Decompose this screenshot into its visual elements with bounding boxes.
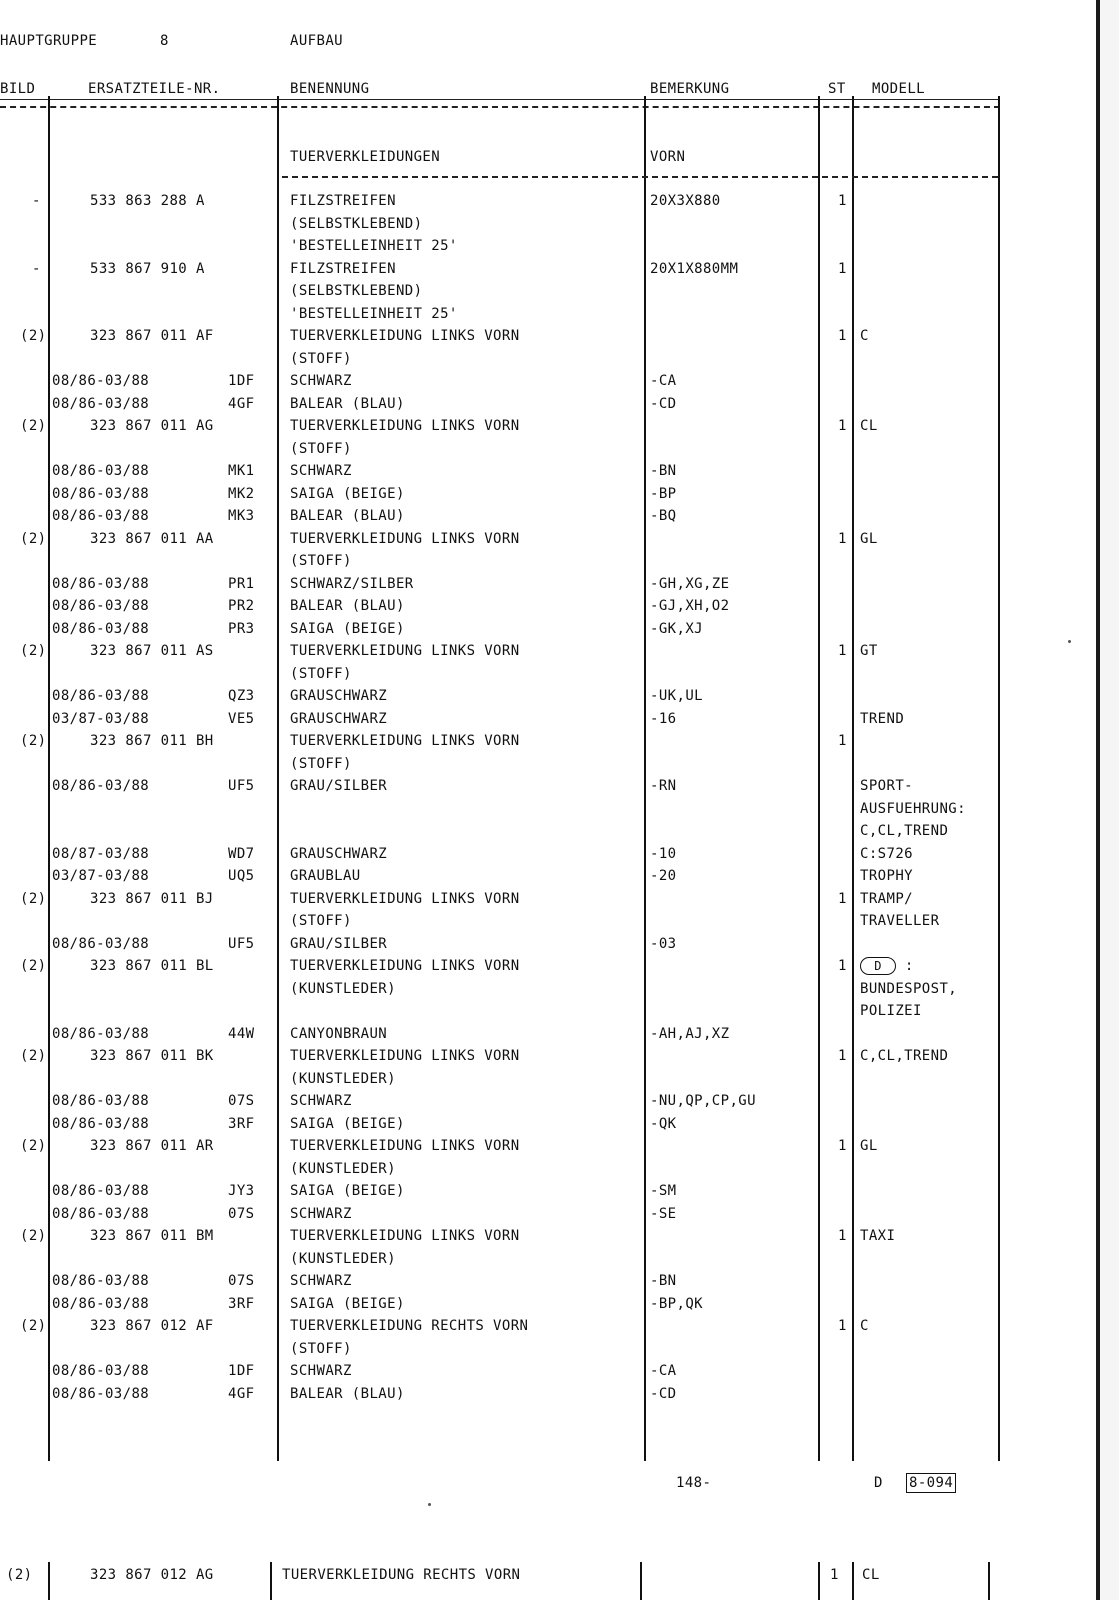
- section-remark: VORN: [650, 149, 686, 165]
- row-date-range: 08/86-03/88: [52, 1093, 150, 1109]
- row-remark: -BN: [650, 1273, 677, 1289]
- row-name: TUERVERKLEIDUNG LINKS VORN: [290, 328, 520, 344]
- row-name: TUERVERKLEIDUNG LINKS VORN: [290, 733, 520, 749]
- row-date-range: 08/86-03/88: [52, 1116, 150, 1132]
- row-name: (SELBSTKLEBEND): [290, 216, 423, 232]
- col-header-ersatzteil: ERSATZTEILE-NR.: [88, 81, 221, 97]
- row-date-range: 08/86-03/88: [52, 688, 150, 704]
- row-color-code: 3RF: [228, 1116, 255, 1132]
- row-name: TUERVERKLEIDUNG LINKS VORN: [290, 418, 520, 434]
- row-bild: -: [32, 261, 41, 277]
- row-name: TUERVERKLEIDUNG LINKS VORN: [290, 1048, 520, 1064]
- row-part-number: 323 867 011 AA: [90, 531, 214, 547]
- row-name: SAIGA (BEIGE): [290, 486, 405, 502]
- row-modell: C,CL,TREND: [860, 1048, 949, 1064]
- row-remark: -03: [650, 936, 677, 952]
- row-date-range: 08/86-03/88: [52, 576, 150, 592]
- row-qty: 1: [838, 531, 847, 547]
- row-remark: 20X1X880MM: [650, 261, 739, 277]
- row-date-range: 08/86-03/88: [52, 1386, 150, 1402]
- row-remark: -AH,AJ,XZ: [650, 1026, 730, 1042]
- row-date-range: 03/87-03/88: [52, 711, 150, 727]
- row-date-range: 08/86-03/88: [52, 598, 150, 614]
- row-color-code: 07S: [228, 1093, 255, 1109]
- row-date-range: 08/86-03/88: [52, 621, 150, 637]
- header-rule: [0, 99, 1000, 100]
- row-bild: (2): [20, 1228, 47, 1244]
- next-divider-name: [640, 1562, 642, 1600]
- next-divider-bild: [48, 1562, 50, 1600]
- next-divider-right: [988, 1562, 990, 1600]
- row-modell: POLIZEI: [860, 1003, 922, 1019]
- row-color-code: UF5: [228, 936, 255, 952]
- row-name: FILZSTREIFEN: [290, 261, 396, 277]
- row-color-code: 3RF: [228, 1296, 255, 1312]
- row-bild: (2): [20, 1048, 47, 1064]
- row-remark: -BP,QK: [650, 1296, 703, 1312]
- divider-right: [998, 96, 1000, 1461]
- row-remark: -CD: [650, 396, 677, 412]
- row-part-number: 323 867 011 AS: [90, 643, 214, 659]
- row-bild: (2): [20, 891, 47, 907]
- row-bild: (2): [20, 1138, 47, 1154]
- row-part-number: 323 867 012 AF: [90, 1318, 214, 1334]
- row-remark: -SE: [650, 1206, 677, 1222]
- row-bild: (2): [20, 1318, 47, 1334]
- divider-part: [277, 96, 279, 1461]
- row-modell: C,CL,TREND: [860, 823, 949, 839]
- next-row-name: TUERVERKLEIDUNG RECHTS VORN: [282, 1567, 521, 1583]
- row-remark: -GH,XG,ZE: [650, 576, 730, 592]
- row-part-number: 323 867 011 AR: [90, 1138, 214, 1154]
- row-qty: 1: [838, 328, 847, 344]
- row-name: TUERVERKLEIDUNG LINKS VORN: [290, 1228, 520, 1244]
- row-date-range: 08/86-03/88: [52, 508, 150, 524]
- row-part-number: 323 867 011 BM: [90, 1228, 214, 1244]
- row-remark: -10: [650, 846, 677, 862]
- section-title: TUERVERKLEIDUNGEN: [290, 149, 441, 165]
- page-number: 148-: [676, 1475, 712, 1491]
- row-bild: (2): [20, 958, 47, 974]
- row-qty: 1: [838, 261, 847, 277]
- row-qty: 1: [838, 1048, 847, 1064]
- row-name: (STOFF): [290, 351, 352, 367]
- row-name: SCHWARZ/SILBER: [290, 576, 414, 592]
- row-name: (STOFF): [290, 913, 352, 929]
- row-name: SAIGA (BEIGE): [290, 1116, 405, 1132]
- row-color-code: MK3: [228, 508, 255, 524]
- col-header-st: ST: [828, 81, 846, 97]
- row-name: SAIGA (BEIGE): [290, 1183, 405, 1199]
- scan-margin: [1100, 0, 1119, 1600]
- row-remark: -GK,XJ: [650, 621, 703, 637]
- divider-st: [852, 96, 854, 1461]
- row-date-range: 08/86-03/88: [52, 1273, 150, 1289]
- row-qty: 1: [838, 193, 847, 209]
- row-color-code: JY3: [228, 1183, 255, 1199]
- row-name: FILZSTREIFEN: [290, 193, 396, 209]
- row-remark: -RN: [650, 778, 677, 794]
- row-color-code: VE5: [228, 711, 255, 727]
- row-name: GRAU/SILBER: [290, 778, 388, 794]
- row-name: 'BESTELLEINHEIT 25': [290, 238, 458, 254]
- row-name: GRAUSCHWARZ: [290, 846, 388, 862]
- row-date-range: 08/86-03/88: [52, 1296, 150, 1312]
- row-name: (STOFF): [290, 666, 352, 682]
- row-modell: SPORT-: [860, 778, 913, 794]
- row-name: (KUNSTLEDER): [290, 1071, 396, 1087]
- next-row-part: 323 867 012 AG: [90, 1567, 214, 1583]
- col-header-bemerkung: BEMERKUNG: [650, 81, 730, 97]
- group-title: AUFBAU: [290, 33, 343, 49]
- row-modell: CL: [860, 418, 878, 434]
- row-name: TUERVERKLEIDUNG RECHTS VORN: [290, 1318, 529, 1334]
- row-date-range: 08/86-03/88: [52, 936, 150, 952]
- divider-remark: [818, 96, 820, 1461]
- row-modell: C:S726: [860, 846, 913, 862]
- col-header-modell: MODELL: [872, 81, 925, 97]
- row-qty: 1: [838, 891, 847, 907]
- row-name: BALEAR (BLAU): [290, 396, 405, 412]
- row-date-range: 08/86-03/88: [52, 486, 150, 502]
- next-divider-part: [270, 1562, 272, 1600]
- row-color-code: MK1: [228, 463, 255, 479]
- row-bild: -: [32, 193, 41, 209]
- row-remark: -NU,QP,CP,GU: [650, 1093, 756, 1109]
- col-header-bild: BILD: [0, 81, 36, 97]
- d-circle-badge: D: [860, 957, 896, 975]
- row-name: (STOFF): [290, 553, 352, 569]
- row-qty: 1: [838, 958, 847, 974]
- row-name: SCHWARZ: [290, 1093, 352, 1109]
- row-qty: 1: [838, 1228, 847, 1244]
- row-name: (KUNSTLEDER): [290, 981, 396, 997]
- row-name: GRAUSCHWARZ: [290, 688, 388, 704]
- row-part-number: 323 867 011 BL: [90, 958, 214, 974]
- row-name: SCHWARZ: [290, 373, 352, 389]
- page-prefix: D: [874, 1475, 883, 1491]
- row-modell: TAXI: [860, 1228, 896, 1244]
- row-name: BALEAR (BLAU): [290, 598, 405, 614]
- row-name: TUERVERKLEIDUNG LINKS VORN: [290, 1138, 520, 1154]
- row-qty: 1: [838, 1138, 847, 1154]
- divider-name: [644, 96, 646, 1461]
- row-name: SAIGA (BEIGE): [290, 1296, 405, 1312]
- row-name: (STOFF): [290, 1341, 352, 1357]
- row-qty: 1: [838, 643, 847, 659]
- header-dashed-rule: [0, 106, 1000, 108]
- row-color-code: QZ3: [228, 688, 255, 704]
- row-part-number: 533 867 910 A: [90, 261, 205, 277]
- row-part-number: 323 867 011 AG: [90, 418, 214, 434]
- row-remark: -CA: [650, 1363, 677, 1379]
- section-dashed-rule: [282, 176, 998, 178]
- row-date-range: 08/86-03/88: [52, 1206, 150, 1222]
- row-color-code: PR3: [228, 621, 255, 637]
- row-name: BALEAR (BLAU): [290, 1386, 405, 1402]
- row-modell: C: [860, 328, 869, 344]
- row-color-code: 44W: [228, 1026, 255, 1042]
- row-qty: 1: [838, 733, 847, 749]
- row-color-code: UQ5: [228, 868, 255, 884]
- row-remark: -GJ,XH,O2: [650, 598, 730, 614]
- row-remark: -UK,UL: [650, 688, 703, 704]
- row-name: GRAU/SILBER: [290, 936, 388, 952]
- row-color-code: 4GF: [228, 1386, 255, 1402]
- row-name: 'BESTELLEINHEIT 25': [290, 306, 458, 322]
- row-bild: (2): [20, 733, 47, 749]
- row-date-range: 08/86-03/88: [52, 1363, 150, 1379]
- row-modell: TROPHY: [860, 868, 913, 884]
- row-color-code: 07S: [228, 1273, 255, 1289]
- row-color-code: PR2: [228, 598, 255, 614]
- row-name: (STOFF): [290, 441, 352, 457]
- row-modell: TRAVELLER: [860, 913, 940, 929]
- row-remark: -CD: [650, 1386, 677, 1402]
- row-name: GRAUBLAU: [290, 868, 361, 884]
- row-remark: -QK: [650, 1116, 677, 1132]
- row-date-range: 08/86-03/88: [52, 463, 150, 479]
- row-modell-d-badge: D :: [860, 957, 914, 975]
- row-remark: -BP: [650, 486, 677, 502]
- divider-bild: [48, 96, 50, 1461]
- row-name: BALEAR (BLAU): [290, 508, 405, 524]
- col-header-benennung: BENENNUNG: [290, 81, 370, 97]
- row-remark: -CA: [650, 373, 677, 389]
- row-color-code: 4GF: [228, 396, 255, 412]
- row-name: TUERVERKLEIDUNG LINKS VORN: [290, 958, 520, 974]
- row-name: (KUNSTLEDER): [290, 1251, 396, 1267]
- row-remark: -16: [650, 711, 677, 727]
- row-color-code: 07S: [228, 1206, 255, 1222]
- row-color-code: 1DF: [228, 373, 255, 389]
- scan-speck: [1068, 640, 1071, 643]
- row-modell: GL: [860, 531, 878, 547]
- row-bild: (2): [20, 418, 47, 434]
- row-name: SCHWARZ: [290, 1363, 352, 1379]
- scan-speck: [428, 1503, 431, 1506]
- row-modell: AUSFUEHRUNG:: [860, 801, 966, 817]
- row-remark: 20X3X880: [650, 193, 721, 209]
- row-name: (KUNSTLEDER): [290, 1161, 396, 1177]
- row-name: SCHWARZ: [290, 1206, 352, 1222]
- row-date-range: 08/86-03/88: [52, 1026, 150, 1042]
- row-date-range: 08/86-03/88: [52, 373, 150, 389]
- row-bild: (2): [20, 531, 47, 547]
- row-modell: TREND: [860, 711, 905, 727]
- row-date-range: 08/86-03/88: [52, 778, 150, 794]
- row-color-code: 1DF: [228, 1363, 255, 1379]
- row-color-code: UF5: [228, 778, 255, 794]
- row-modell: GL: [860, 1138, 878, 1154]
- row-name: CANYONBRAUN: [290, 1026, 388, 1042]
- row-name: SCHWARZ: [290, 1273, 352, 1289]
- row-name: (STOFF): [290, 756, 352, 772]
- row-name: SCHWARZ: [290, 463, 352, 479]
- row-part-number: 323 867 011 BH: [90, 733, 214, 749]
- row-name: TUERVERKLEIDUNG LINKS VORN: [290, 891, 520, 907]
- row-bild: (2): [20, 643, 47, 659]
- next-row-modell: CL: [862, 1567, 880, 1583]
- row-remark: -BN: [650, 463, 677, 479]
- row-modell: C: [860, 1318, 869, 1334]
- row-date-range: 03/87-03/88: [52, 868, 150, 884]
- row-remark: -BQ: [650, 508, 677, 524]
- row-part-number: 533 863 288 A: [90, 193, 205, 209]
- next-divider-remark: [818, 1562, 820, 1600]
- row-part-number: 323 867 011 AF: [90, 328, 214, 344]
- row-name: TUERVERKLEIDUNG LINKS VORN: [290, 531, 520, 547]
- row-modell: TRAMP/: [860, 891, 913, 907]
- row-qty: 1: [838, 418, 847, 434]
- row-modell: GT: [860, 643, 878, 659]
- scan-edge-bar: [1096, 0, 1100, 1600]
- group-label: HAUPTGRUPPE: [0, 33, 98, 49]
- row-date-range: 08/86-03/88: [52, 396, 150, 412]
- row-name: TUERVERKLEIDUNG LINKS VORN: [290, 643, 520, 659]
- next-row-st: 1: [830, 1567, 839, 1583]
- row-date-range: 08/86-03/88: [52, 1183, 150, 1199]
- row-modell: BUNDESPOST,: [860, 981, 958, 997]
- row-name: GRAUSCHWARZ: [290, 711, 388, 727]
- group-number: 8: [160, 33, 169, 49]
- row-color-code: PR1: [228, 576, 255, 592]
- row-date-range: 08/87-03/88: [52, 846, 150, 862]
- row-part-number: 323 867 011 BJ: [90, 891, 214, 907]
- row-remark: -SM: [650, 1183, 677, 1199]
- row-remark: -20: [650, 868, 677, 884]
- row-qty: 1: [838, 1318, 847, 1334]
- row-bild: (2): [20, 328, 47, 344]
- next-row-bild: (2): [6, 1567, 33, 1583]
- row-color-code: WD7: [228, 846, 255, 862]
- row-name: (SELBSTKLEBEND): [290, 283, 423, 299]
- page-code: 8-094: [906, 1473, 956, 1493]
- next-divider-st: [852, 1562, 854, 1600]
- row-color-code: MK2: [228, 486, 255, 502]
- row-part-number: 323 867 011 BK: [90, 1048, 214, 1064]
- row-name: SAIGA (BEIGE): [290, 621, 405, 637]
